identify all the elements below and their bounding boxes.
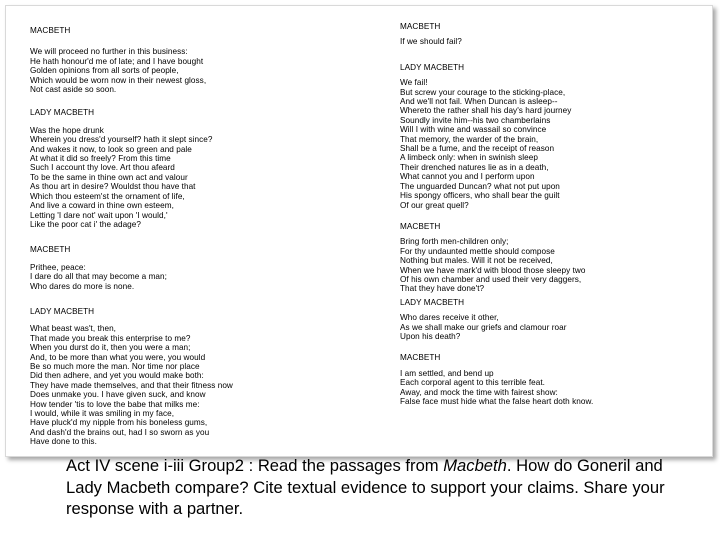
speech-line: His spongy officers, who shall bear the guilt [400, 191, 560, 201]
speech-line: And wakes it now, to look so green and pale [30, 144, 192, 154]
speech-line: How tender 'tis to love the babe that milks me: [30, 399, 200, 409]
speech-line: Not cast aside so soon. [30, 85, 117, 95]
speech-line: Which thou esteem'st the ornament of life, [30, 191, 185, 201]
speech-line: I would, while it was smiling in my face, [30, 409, 175, 418]
speech-line: Golden opinions from all sorts of people, [30, 66, 179, 76]
speech-passage [30, 324, 370, 446]
speech-line: Of his own chamber and used their very daggers, [400, 274, 582, 284]
speech-line: That memory, the warder of the brain, [400, 134, 539, 144]
speaker-name: LADY MACBETH [30, 108, 95, 118]
speech-line: Each corporal agent to this terrible feat. [400, 378, 546, 388]
speaker-name: MACBETH [30, 245, 71, 255]
speech-line: A limbeck only: when in swinish sleep [400, 153, 538, 163]
speech-passage [400, 78, 710, 210]
speech-line: Did then adhere, and yet you would make both: [30, 371, 204, 381]
speech-line: And we'll not fail. When Duncan is asleep-- [400, 97, 558, 107]
speech-line: As we shall make our griefs and clamour roar [400, 322, 567, 332]
speech-line: Shall be a fume, and the receipt of reason [400, 144, 555, 154]
speaker-name: LADY MACBETH [30, 306, 95, 316]
speech-line: Wherein you dress'd yourself? hath it slept since? [30, 135, 213, 145]
speech-line: Such I account thy love. Art thou afeard [30, 163, 175, 173]
prompt-text-end: . How do Goneril and Lady Macbeth compare? Cite textual evidence to support your claims. Share your response with a partner. [66, 456, 665, 518]
speaker-name: MACBETH [400, 353, 441, 363]
speech-line: Will I with wine and wassail so convince [400, 125, 547, 135]
speech-line: Have pluck'd my nipple from his boneless gums, [30, 418, 208, 428]
speech-line: Which would be worn now in their newest gloss, [30, 75, 207, 85]
speech-line: We fail! [400, 78, 428, 88]
speech-line: For thy undaunted mettle should compose [400, 246, 555, 256]
speech-line: At what it did so freely? From this time [30, 154, 171, 164]
speech-line: But screw your courage to the sticking-place, [400, 87, 566, 97]
speech-line: Prithee, peace: [30, 262, 86, 272]
speech-line: If we should fail? [400, 37, 462, 47]
speech-line: Be so much more the man. Nor time nor place [30, 361, 200, 371]
speaker-name: MACBETH [400, 221, 441, 231]
speech-line: Soundly invite him--his two chamberlains [400, 115, 551, 125]
speech-line: Away, and mock the time with fairest show: [400, 387, 558, 397]
speech-line: What beast was't, then, [30, 324, 116, 334]
speech-line: And, to be more than what you were, you would [30, 352, 206, 362]
speech-line: We will proceed no further in this business: [30, 47, 188, 57]
speech-line: Have done to this. [30, 437, 97, 447]
play-title: Macbeth [443, 456, 507, 475]
speech-line: He hath honour'd me of late; and I have bought [30, 56, 204, 66]
speech-line: As thou art in desire? Wouldst thou have that [30, 182, 196, 192]
speech-line: The unguarded Duncan? what not put upon [400, 181, 560, 191]
speech-line: And dash'd the brains out, had I so sworn as you [30, 427, 210, 437]
speaker-name: MACBETH [30, 26, 71, 35]
speech-line: Whereto the rather shall his day's hard journey [400, 106, 572, 116]
speech-line: Does unmake you. I have given suck, and know [30, 390, 206, 400]
speech-line: Of our great quell? [400, 200, 469, 210]
speech-line: To be the same in thine own act and valour [30, 172, 188, 182]
speaker-name: LADY MACBETH [400, 297, 465, 307]
speech-line: Was the hope drunk [30, 125, 104, 135]
speech-passage [30, 263, 370, 291]
speech-passage [30, 126, 370, 229]
speech-passage [400, 37, 710, 46]
speaker-name: MACBETH [400, 22, 441, 31]
speech-line: Who dares receive it other, [400, 313, 499, 323]
speech-passage [30, 47, 370, 94]
speech-line: That they have done't? [400, 284, 485, 294]
prompt-text: Act IV scene i-iii Group2 : Read the passages from [66, 456, 444, 475]
speech-line: I am settled, and bend up [400, 368, 494, 378]
speech-line: Their drenched natures lie as in a death, [400, 162, 549, 172]
speech-line: When we have mark'd with blood those sleepy two [400, 265, 586, 275]
right-column [400, 22, 710, 406]
speaker-name: LADY MACBETH [400, 62, 465, 72]
speech-passage [400, 237, 710, 293]
left-column [30, 26, 370, 447]
speech-line: Upon his death? [400, 331, 461, 341]
speech-line: Letting 'I dare not' wait upon 'I would,' [30, 210, 168, 220]
speech-line: Who dares do more is none. [30, 281, 135, 291]
speech-line: What cannot you and I perform upon [400, 172, 535, 182]
speech-line: They have made themselves, and that their fitness now [30, 380, 233, 390]
speech-passage [400, 313, 710, 341]
speech-line: Nothing but males. Will it not be received, [400, 256, 553, 266]
speech-line: That made you break this enterprise to me? [30, 333, 191, 343]
speech-line: When you durst do it, then you were a man; [30, 343, 191, 353]
speech-line: Bring forth men-children only; [400, 237, 509, 247]
discussion-prompt [66, 455, 686, 520]
script-panel [5, 5, 713, 457]
speech-line: I dare do all that may become a man; [30, 272, 167, 282]
speech-passage [400, 369, 710, 407]
speech-line: And live a coward in thine own esteem, [30, 201, 174, 211]
speech-line: Like the poor cat i' the adage? [30, 219, 141, 229]
speech-line: False face must hide what the false heart doth know. [400, 397, 594, 406]
